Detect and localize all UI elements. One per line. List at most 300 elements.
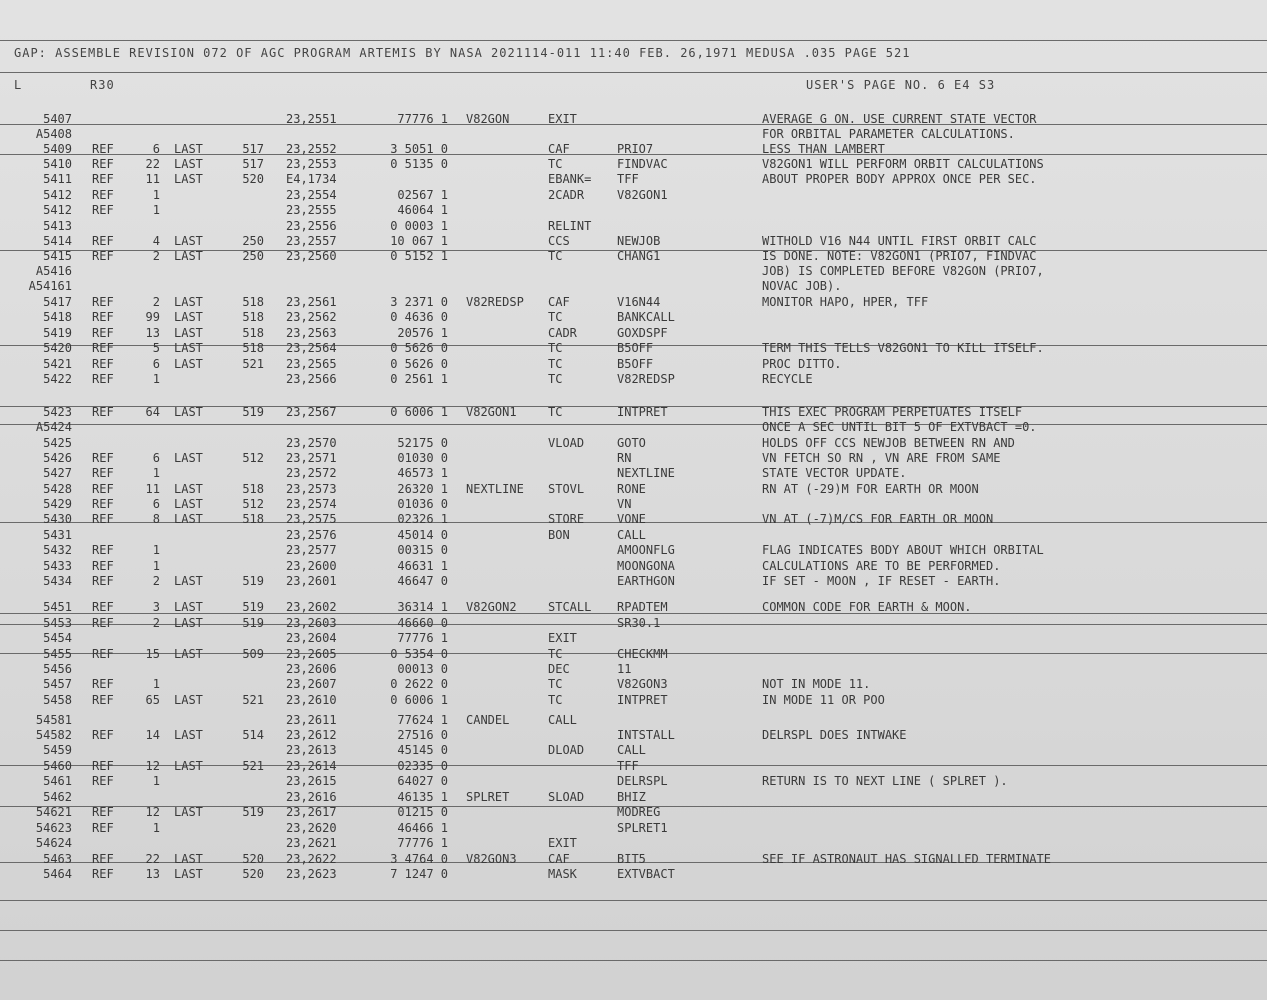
listing-row	[0, 157, 1267, 172]
operand: BHIZ	[617, 790, 646, 804]
paper-rule	[0, 40, 1267, 41]
line-number: 5429	[43, 497, 72, 511]
operand: SPLRET1	[617, 821, 668, 835]
assembly-header: GAP: ASSEMBLE REVISION 072 OF AGC PROGRAM ARTEMIS BY NASA 2021114-011 11:40 FEB. 26,1971 MEDUSA .035 PAGE 521	[14, 46, 911, 60]
ref-count: 13	[145, 326, 160, 340]
listing-row	[0, 852, 1267, 867]
listing-row	[0, 203, 1267, 218]
operand: BIT5	[617, 852, 646, 866]
octal-code: 46135 1	[397, 790, 448, 804]
ref-label: REF	[92, 249, 114, 263]
opcode: STOVL	[548, 482, 585, 496]
octal-code: 0 2561 1	[390, 372, 448, 386]
octal-code: 00315 0	[397, 543, 448, 557]
octal-code: 7 1247 0	[390, 867, 448, 881]
listing-row	[0, 647, 1267, 662]
line-number: 5420	[43, 341, 72, 355]
comment: FOR ORBITAL PARAMETER CALCULATIONS.	[762, 127, 1015, 141]
comment: SEE IF ASTRONAUT HAS SIGNALLED TERMINATE	[762, 852, 1051, 866]
last-label: LAST	[174, 693, 203, 707]
operand: NEXTLINE	[617, 466, 675, 480]
octal-code: 46064 1	[397, 203, 448, 217]
ref-label: REF	[92, 341, 114, 355]
ref-count: 6	[152, 497, 160, 511]
octal-code: 3 5051 0	[390, 142, 448, 156]
ref-label: REF	[92, 559, 114, 573]
last-label: LAST	[174, 647, 203, 661]
listing-row	[0, 528, 1267, 543]
ref-label: REF	[92, 142, 114, 156]
line-number: 5457	[43, 677, 72, 691]
comment: COMMON CODE FOR EARTH & MOON.	[762, 600, 972, 614]
listing-row	[0, 436, 1267, 451]
last-page: 518	[242, 310, 264, 324]
listing-row	[0, 759, 1267, 774]
comment: WITHOLD V16 N44 UNTIL FIRST ORBIT CALC	[762, 234, 1037, 248]
ref-count: 4	[152, 234, 160, 248]
ref-count: 11	[145, 172, 160, 186]
listing-row	[0, 234, 1267, 249]
listing-row	[0, 341, 1267, 356]
ref-count: 1	[152, 821, 160, 835]
operand: PRIO7	[617, 142, 654, 156]
line-number: A5416	[35, 264, 72, 278]
last-label: LAST	[174, 172, 203, 186]
ref-label: REF	[92, 234, 114, 248]
last-label: LAST	[174, 295, 203, 309]
opcode: BON	[548, 528, 570, 542]
address: 23,2574	[286, 497, 337, 511]
octal-code: 0 5135 0	[390, 157, 448, 171]
last-page: 519	[242, 600, 264, 614]
listing-row	[0, 249, 1267, 264]
address: 23,2600	[286, 559, 337, 573]
address: 23,2564	[286, 341, 337, 355]
last-label: LAST	[174, 451, 203, 465]
opcode: CAF	[548, 852, 570, 866]
operand: TFF	[617, 759, 639, 773]
ref-count: 1	[152, 203, 160, 217]
opcode: TC	[548, 372, 563, 386]
ref-label: REF	[92, 759, 114, 773]
line-number: 5463	[43, 852, 72, 866]
last-page: 517	[242, 157, 264, 171]
last-label: LAST	[174, 852, 203, 866]
line-number: 5428	[43, 482, 72, 496]
opcode: TC	[548, 405, 563, 419]
ref-count: 1	[152, 188, 160, 202]
address: 23,2622	[286, 852, 337, 866]
listing-row	[0, 112, 1267, 127]
line-number: 5419	[43, 326, 72, 340]
address: 23,2554	[286, 188, 337, 202]
opcode: TC	[548, 647, 563, 661]
listing-row	[0, 326, 1267, 341]
ref-label: REF	[92, 600, 114, 614]
ref-label: REF	[92, 172, 114, 186]
opcode: TC	[548, 249, 563, 263]
octal-code: 36314 1	[397, 600, 448, 614]
octal-code: 0 5152 1	[390, 249, 448, 263]
opcode: CALL	[548, 713, 577, 727]
line-number: 5451	[43, 600, 72, 614]
address: 23,2577	[286, 543, 337, 557]
opcode: TC	[548, 157, 563, 171]
last-label: LAST	[174, 234, 203, 248]
address: 23,2620	[286, 821, 337, 835]
last-page: 519	[242, 574, 264, 588]
ref-count: 6	[152, 357, 160, 371]
last-page: 518	[242, 512, 264, 526]
operand: INTPRET	[617, 405, 668, 419]
last-label: LAST	[174, 512, 203, 526]
listing-row	[0, 790, 1267, 805]
operand: INTSTALL	[617, 728, 675, 742]
comment: MONITOR HAPO, HPER, TFF	[762, 295, 929, 309]
line-number: 5411	[43, 172, 72, 186]
address: 23,2617	[286, 805, 337, 819]
octal-code: 0 6006 1	[390, 405, 448, 419]
line-number: 5425	[43, 436, 72, 450]
operand: BANKCALL	[617, 310, 675, 324]
ref-count: 1	[152, 372, 160, 386]
line-number: 5417	[43, 295, 72, 309]
address: 23,2563	[286, 326, 337, 340]
listing-row	[0, 451, 1267, 466]
listing-row	[0, 127, 1267, 142]
paper-rule	[0, 900, 1267, 901]
octal-code: 46631 1	[397, 559, 448, 573]
octal-code: 46660 0	[397, 616, 448, 630]
ref-count: 1	[152, 774, 160, 788]
line-number: 5410	[43, 157, 72, 171]
address: 23,2601	[286, 574, 337, 588]
address: 23,2613	[286, 743, 337, 757]
comment: AVERAGE G ON. USE CURRENT STATE VECTOR	[762, 112, 1037, 126]
listing-row	[0, 372, 1267, 387]
address: E4,1734	[286, 172, 337, 186]
symbol-label: SPLRET	[466, 790, 510, 804]
octal-code: 46647 0	[397, 574, 448, 588]
octal-code: 45014 0	[397, 528, 448, 542]
octal-code: 77624 1	[397, 713, 448, 727]
opcode: 2CADR	[548, 188, 585, 202]
octal-code: 01030 0	[397, 451, 448, 465]
line-number: 5426	[43, 451, 72, 465]
comment: JOB) IS COMPLETED BEFORE V82GON (PRIO7,	[762, 264, 1044, 278]
operand: CALL	[617, 528, 646, 542]
opcode: TC	[548, 693, 563, 707]
operand: INTPRET	[617, 693, 668, 707]
ref-count: 11	[145, 482, 160, 496]
last-page: 521	[242, 759, 264, 773]
octal-code: 02335 0	[397, 759, 448, 773]
operand: NEWJOB	[617, 234, 661, 248]
last-label: LAST	[174, 157, 203, 171]
listing-row	[0, 497, 1267, 512]
ref-count: 8	[152, 512, 160, 526]
address: 23,2565	[286, 357, 337, 371]
address: 23,2572	[286, 466, 337, 480]
last-label: LAST	[174, 482, 203, 496]
ref-count: 13	[145, 867, 160, 881]
address: 23,2602	[286, 600, 337, 614]
line-number: 54624	[35, 836, 72, 850]
last-page: 520	[242, 867, 264, 881]
users-page-label: USER'S PAGE NO. 6 E4 S3	[806, 78, 996, 92]
last-page: 520	[242, 172, 264, 186]
ref-label: REF	[92, 574, 114, 588]
ref-label: REF	[92, 451, 114, 465]
octal-code: 0 5354 0	[390, 647, 448, 661]
address: 23,2607	[286, 677, 337, 691]
symbol-label: V82GON3	[466, 852, 517, 866]
listing-row	[0, 677, 1267, 692]
line-number: 5434	[43, 574, 72, 588]
ref-count: 6	[152, 451, 160, 465]
ref-label: REF	[92, 821, 114, 835]
last-label: LAST	[174, 341, 203, 355]
octal-code: 02326 1	[397, 512, 448, 526]
listing-row	[0, 142, 1267, 157]
operand: SR30.1	[617, 616, 661, 630]
octal-code: 27516 0	[397, 728, 448, 742]
listing-row	[0, 420, 1267, 435]
opcode: RELINT	[548, 219, 592, 233]
listing-row	[0, 357, 1267, 372]
line-number: 5427	[43, 466, 72, 480]
ref-count: 1	[152, 677, 160, 691]
last-label: LAST	[174, 142, 203, 156]
ref-count: 6	[152, 142, 160, 156]
opcode: CADR	[548, 326, 577, 340]
comment: IN MODE 11 OR POO	[762, 693, 885, 707]
ref-count: 22	[145, 157, 160, 171]
comment: HOLDS OFF CCS NEWJOB BETWEEN RN AND	[762, 436, 1015, 450]
comment: NOT IN MODE 11.	[762, 677, 871, 691]
symbol-label: V82REDSP	[466, 295, 524, 309]
line-number: 5412	[43, 203, 72, 217]
address: 23,2623	[286, 867, 337, 881]
line-number: 54623	[35, 821, 72, 835]
symbol-label: V82GON2	[466, 600, 517, 614]
opcode: CCS	[548, 234, 570, 248]
octal-code: 0 4636 0	[390, 310, 448, 324]
operand: AMOONFLG	[617, 543, 675, 557]
opcode: STCALL	[548, 600, 592, 614]
address: 23,2570	[286, 436, 337, 450]
symbol-label: NEXTLINE	[466, 482, 524, 496]
comment: NOVAC JOB).	[762, 279, 842, 293]
line-number: 5461	[43, 774, 72, 788]
address: 23,2573	[286, 482, 337, 496]
operand: CALL	[617, 743, 646, 757]
operand: EARTHGON	[617, 574, 675, 588]
line-number: 5458	[43, 693, 72, 707]
last-label: LAST	[174, 326, 203, 340]
line-number: 5412	[43, 188, 72, 202]
operand: MODREG	[617, 805, 661, 819]
line-number: 5423	[43, 405, 72, 419]
ref-count: 3	[152, 600, 160, 614]
opcode: TC	[548, 310, 563, 324]
comment: RECYCLE	[762, 372, 813, 386]
octal-code: 0 2622 0	[390, 677, 448, 691]
comment: THIS EXEC PROGRAM PERPETUATES ITSELF	[762, 405, 1023, 419]
last-page: 518	[242, 482, 264, 496]
operand: GOTO	[617, 436, 646, 450]
line-number: 5413	[43, 219, 72, 233]
line-number: A5424	[35, 420, 72, 434]
ref-label: REF	[92, 482, 114, 496]
address: 23,2610	[286, 693, 337, 707]
last-label: LAST	[174, 249, 203, 263]
octal-code: 01036 0	[397, 497, 448, 511]
ref-count: 14	[145, 728, 160, 742]
operand: 11	[617, 662, 632, 676]
comment: IF SET - MOON , IF RESET - EARTH.	[762, 574, 1001, 588]
listing-row	[0, 836, 1267, 851]
address: 23,2552	[286, 142, 337, 156]
comment: ONCE A SEC UNTIL BIT 5 OF EXTVBACT =0.	[762, 420, 1037, 434]
symbol-label: V82GON1	[466, 405, 517, 419]
ref-label: REF	[92, 616, 114, 630]
line-number: 54582	[35, 728, 72, 742]
last-label: LAST	[174, 600, 203, 614]
listing-row	[0, 559, 1267, 574]
address: 23,2606	[286, 662, 337, 676]
ref-label: REF	[92, 295, 114, 309]
listing-row	[0, 867, 1267, 882]
line-number: 54581	[35, 713, 72, 727]
opcode: SLOAD	[548, 790, 585, 804]
octal-code: 45145 0	[397, 743, 448, 757]
line-number: 5459	[43, 743, 72, 757]
last-page: 518	[242, 295, 264, 309]
ref-count: 2	[152, 574, 160, 588]
address: 23,2551	[286, 112, 337, 126]
octal-code: 0 5626 0	[390, 341, 448, 355]
octal-code: 0 0003 1	[390, 219, 448, 233]
line-number: 5432	[43, 543, 72, 557]
address: 23,2562	[286, 310, 337, 324]
ref-count: 22	[145, 852, 160, 866]
ref-label: REF	[92, 405, 114, 419]
listing-row	[0, 466, 1267, 481]
routine-label: R30	[90, 78, 115, 92]
comment: RETURN IS TO NEXT LINE ( SPLRET ).	[762, 774, 1008, 788]
listing-row	[0, 512, 1267, 527]
last-page: 519	[242, 405, 264, 419]
last-page: 512	[242, 497, 264, 511]
operand: EXTVBACT	[617, 867, 675, 881]
comment: FLAG INDICATES BODY ABOUT WHICH ORBITAL	[762, 543, 1044, 557]
operand: V82GON3	[617, 677, 668, 691]
line-number: 5464	[43, 867, 72, 881]
ref-count: 1	[152, 466, 160, 480]
last-page: 518	[242, 326, 264, 340]
operand: FINDVAC	[617, 157, 668, 171]
address: 23,2614	[286, 759, 337, 773]
ref-label: REF	[92, 466, 114, 480]
line-number: A5408	[35, 127, 72, 141]
opcode: TC	[548, 341, 563, 355]
address: 23,2566	[286, 372, 337, 386]
octal-code: 0 6006 1	[390, 693, 448, 707]
ref-label: REF	[92, 310, 114, 324]
opcode: EXIT	[548, 631, 577, 645]
operand: TFF	[617, 172, 639, 186]
line-number: 5414	[43, 234, 72, 248]
address: 23,2611	[286, 713, 337, 727]
comment: TERM THIS TELLS V82GON1 TO KILL ITSELF.	[762, 341, 1044, 355]
octal-code: 46466 1	[397, 821, 448, 835]
last-page: 250	[242, 249, 264, 263]
operand: V82REDSP	[617, 372, 675, 386]
octal-code: 52175 0	[397, 436, 448, 450]
ref-label: REF	[92, 188, 114, 202]
last-label: LAST	[174, 728, 203, 742]
line-number: 54621	[35, 805, 72, 819]
ref-count: 2	[152, 616, 160, 630]
comment: RN AT (-29)M FOR EARTH OR MOON	[762, 482, 979, 496]
octal-code: 77776 1	[397, 836, 448, 850]
listing-row	[0, 219, 1267, 234]
address: 23,2553	[286, 157, 337, 171]
line-number: 5421	[43, 357, 72, 371]
operand: CHANG1	[617, 249, 661, 263]
opcode: MASK	[548, 867, 577, 881]
opcode: VLOAD	[548, 436, 585, 450]
listing-row	[0, 279, 1267, 294]
ref-label: REF	[92, 647, 114, 661]
comment: ABOUT PROPER BODY APPROX ONCE PER SEC.	[762, 172, 1037, 186]
ref-count: 2	[152, 249, 160, 263]
line-number: 5454	[43, 631, 72, 645]
listing-row	[0, 574, 1267, 589]
line-number: 5456	[43, 662, 72, 676]
comment: STATE VECTOR UPDATE.	[762, 466, 907, 480]
listing-row	[0, 805, 1267, 820]
opcode: DLOAD	[548, 743, 585, 757]
listing-row	[0, 616, 1267, 631]
octal-code: 26320 1	[397, 482, 448, 496]
last-page: 514	[242, 728, 264, 742]
address: 23,2556	[286, 219, 337, 233]
ref-label: REF	[92, 157, 114, 171]
operand: VN	[617, 497, 632, 511]
operand: DELRSPL	[617, 774, 668, 788]
comment: CALCULATIONS ARE TO BE PERFORMED.	[762, 559, 1001, 573]
operand: RPADTEM	[617, 600, 668, 614]
listing-row	[0, 405, 1267, 420]
ref-label: REF	[92, 805, 114, 819]
ref-count: 99	[145, 310, 160, 324]
paper-rule	[0, 930, 1267, 931]
last-page: 518	[242, 341, 264, 355]
address: 23,2603	[286, 616, 337, 630]
column-l-label: L	[14, 78, 23, 92]
ref-count: 2	[152, 295, 160, 309]
last-label: LAST	[174, 405, 203, 419]
last-label: LAST	[174, 497, 203, 511]
address: 23,2567	[286, 405, 337, 419]
listing-row	[0, 543, 1267, 558]
listing-row	[0, 310, 1267, 325]
octal-code: 3 2371 0	[390, 295, 448, 309]
listing-row	[0, 295, 1267, 310]
comment: VN AT (-7)M/CS FOR EARTH OR MOON	[762, 512, 994, 526]
